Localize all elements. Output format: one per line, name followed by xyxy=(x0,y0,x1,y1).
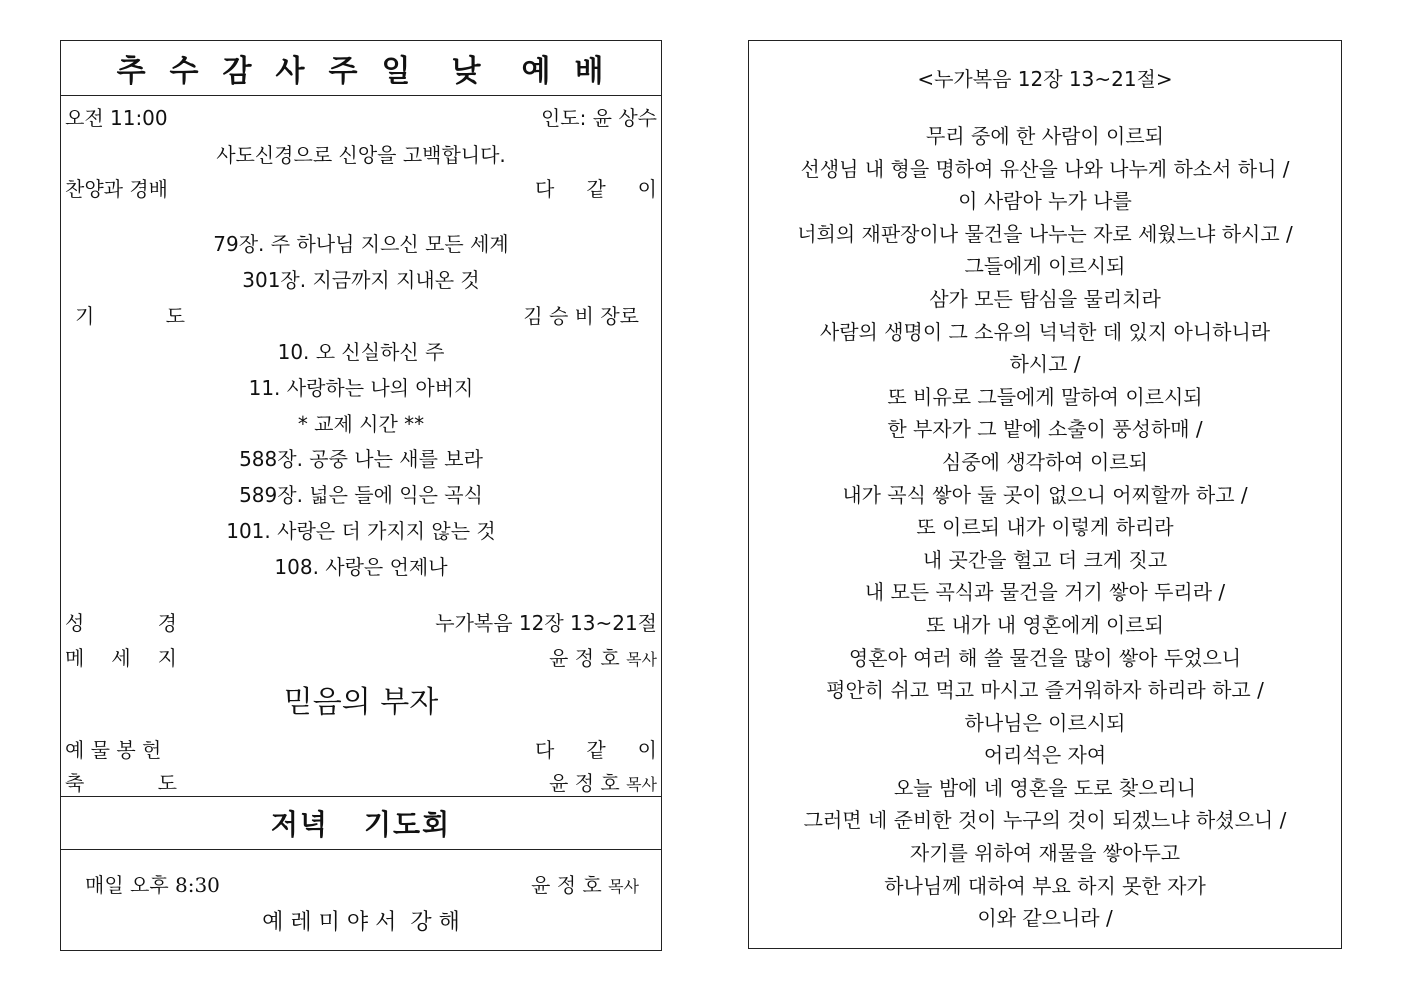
verse-line: 내 곳간을 헐고 더 크게 짓고 xyxy=(922,547,1168,572)
verse-line: 어리석은 자여 xyxy=(983,743,1107,768)
prayer-label xyxy=(75,300,185,329)
benediction-label-char: 도 xyxy=(157,771,177,795)
evening-time-row xyxy=(85,869,639,898)
creed-line: 사도신경으로 신앙을 고백합니다. xyxy=(216,143,506,167)
evening-time: 매일 오후 8:30 xyxy=(85,873,220,897)
prayer-label-char: 도 xyxy=(165,304,185,328)
verse-line: 내가 곡식 쌓아 둘 곳이 없으니 어찌할까 하고 / xyxy=(842,482,1248,507)
praise-row xyxy=(65,173,657,202)
verse-line: 그러면 네 준비한 것이 누구의 것이 되겠느냐 하셨으니 / xyxy=(803,808,1287,833)
verse-line: 선생님 내 형을 명하여 유산을 나와 나누게 하소서 하니 / xyxy=(800,156,1290,181)
header-char: 예 xyxy=(521,54,553,89)
scripture-title: <누가복음 12장 13~21절> xyxy=(917,67,1173,91)
hymn-line: 108. 사랑은 언제나 xyxy=(274,555,448,579)
hymn-line: 101. 사랑은 더 가지지 않는 것 xyxy=(226,519,496,543)
offering-who-char: 다 xyxy=(535,738,555,762)
benediction-leader xyxy=(549,767,657,796)
benediction-label-char: 축 xyxy=(65,771,85,795)
scripture-label-char: 성 xyxy=(65,611,85,635)
verse-line: 삼가 모든 탐심을 물리치라 xyxy=(929,286,1161,311)
praise-who xyxy=(535,173,657,202)
evening-leader-name: 윤 정 호 xyxy=(531,873,602,897)
prayer-label-char: 기 xyxy=(75,304,95,328)
scripture-label xyxy=(65,607,177,636)
evening-header xyxy=(61,797,661,850)
header-char: 추 xyxy=(116,54,148,89)
prayer-row xyxy=(75,300,639,329)
offering-who-char: 이 xyxy=(637,738,657,762)
verse-line: 내 모든 곡식과 물건을 거기 쌓아 두리라 / xyxy=(864,580,1226,605)
verse-line: 오늘 밤에 네 영혼을 도로 찾으리니 xyxy=(893,775,1197,800)
offering-who-char: 같 xyxy=(586,738,606,762)
verse-line: 너희의 재판장이나 물건을 나누는 자로 세웠느냐 하시고 / xyxy=(797,221,1293,246)
evening-leader-title: 목사 xyxy=(608,877,639,896)
header-char: 감 xyxy=(222,54,254,89)
praise-who-char: 다 xyxy=(535,177,555,201)
worship-order-panel xyxy=(60,40,662,951)
header-char: 주 xyxy=(328,54,360,89)
hymn-line: 79장. 주 하나님 지으신 모든 세계 xyxy=(213,232,509,256)
fellowship-line: * 교제 시간 ** xyxy=(297,412,425,436)
praise-label: 찬양과 경배 xyxy=(65,177,168,201)
hymn-line: 588장. 공중 나는 새를 보라 xyxy=(239,447,483,471)
hymn-line: 301장. 지금까지 지내온 것 xyxy=(242,268,480,292)
offering-who xyxy=(535,734,657,763)
scripture-panel xyxy=(748,40,1342,949)
service-header xyxy=(61,41,661,96)
message-label-char: 지 xyxy=(157,646,177,670)
message-label-char: 메 xyxy=(65,646,85,670)
benediction-row xyxy=(65,767,657,796)
verse-line: 이 사람아 누가 나를 xyxy=(958,189,1132,214)
header-char: 사 xyxy=(275,54,307,89)
message-row xyxy=(65,642,657,671)
verse-line: 또 내가 내 영혼에게 이르되 xyxy=(926,612,1164,637)
preacher xyxy=(549,642,657,671)
header-char: 배 xyxy=(574,54,606,89)
message-label-char: 세 xyxy=(111,646,131,670)
header-char: 일 xyxy=(381,54,413,89)
evening-study-title: 예 레 미 야 서 강 해 xyxy=(262,910,460,935)
verse-line: 또 이르되 내가 이렇게 하리라 xyxy=(916,515,1174,540)
verse-line: 그들에게 이르시되 xyxy=(964,254,1126,279)
evening-header-part: 기도회 xyxy=(363,808,452,841)
benediction-name: 윤 정 호 xyxy=(549,771,620,795)
hymn-line: 589장. 넓은 들에 익은 곡식 xyxy=(239,483,483,507)
verse-line: 또 비유로 그들에게 말하여 이르시되 xyxy=(887,384,1203,409)
preacher-title: 목사 xyxy=(626,650,657,669)
hymn-line: 10. 오 신실하신 주 xyxy=(277,340,445,364)
offering-row xyxy=(65,734,657,763)
verse-list xyxy=(749,120,1341,935)
header-char: 낮 xyxy=(451,54,483,89)
verse-line: 하나님께 대하여 부요 하지 못한 자가 xyxy=(884,873,1206,898)
benediction-label xyxy=(65,767,177,796)
verse-line: 심중에 생각하여 이르되 xyxy=(942,449,1148,474)
verse-line: 무리 중에 한 사람이 이르되 xyxy=(926,124,1164,148)
service-time-row xyxy=(65,102,657,131)
evening-header-part: 저녁 xyxy=(270,808,329,841)
verse-line: 평안히 쉬고 먹고 마시고 즐거워하자 하리라 하고 / xyxy=(826,678,1264,703)
preacher-name: 윤 정 호 xyxy=(549,646,620,670)
sermon-title: 믿음의 부자 xyxy=(283,685,439,720)
evening-leader xyxy=(531,869,639,898)
scripture-row xyxy=(65,607,657,636)
prayer-leader: 김 승 비 장로 xyxy=(523,304,639,328)
scripture-label-char: 경 xyxy=(157,611,177,635)
offering-label: 예 물 봉 헌 xyxy=(65,738,162,762)
praise-who-char: 이 xyxy=(637,177,657,201)
service-time: 오전 11:00 xyxy=(65,106,168,130)
verse-line: 한 부자가 그 밭에 소출이 풍성하매 / xyxy=(887,417,1203,442)
verse-line: 영혼아 여러 해 쓸 물건을 많이 쌓아 두었으니 xyxy=(848,645,1242,670)
verse-line: 이와 같으니라 / xyxy=(977,906,1113,931)
service-leader: 인도: 윤 상수 xyxy=(540,106,657,130)
praise-who-char: 같 xyxy=(586,177,606,201)
verse-line: 하나님은 이르시되 xyxy=(964,710,1126,735)
hymn-line: 11. 사랑하는 나의 아버지 xyxy=(248,376,474,400)
message-label xyxy=(65,642,177,671)
benediction-title: 목사 xyxy=(626,775,657,794)
scripture-reference: 누가복음 12장 13~21절 xyxy=(435,611,657,635)
verse-line: 사람의 생명이 그 소유의 넉넉한 데 있지 아니하니라 xyxy=(819,319,1271,344)
verse-line: 하시고 / xyxy=(1009,352,1081,377)
header-char: 수 xyxy=(169,54,201,89)
verse-line: 자기를 위하여 재물을 쌓아두고 xyxy=(909,841,1181,866)
